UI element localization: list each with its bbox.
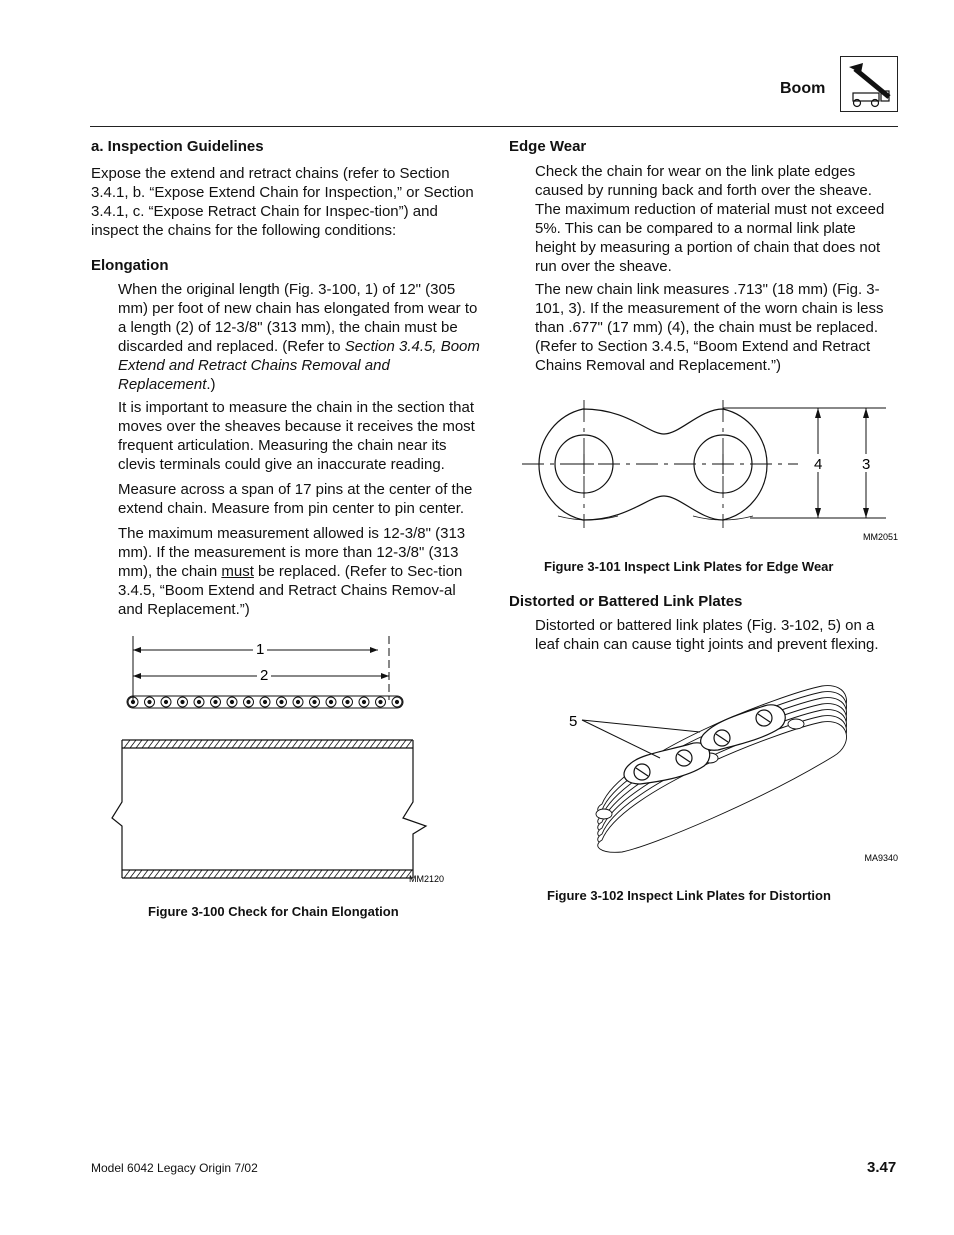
- edge-wear-paragraph-2: The new chain link measures .713" (18 mm) (Fig. 3-101, 3). If the measurement of the worn chain is less than .677" (17 mm) (4), the chain must be replaced. (Refer to Section 3.4.5, “Boom Extend and Retract Chains Removal and Replacement.”): [535, 281, 884, 374]
- page-number: 3.47: [867, 1159, 897, 1176]
- heading-elongation: Elongation: [91, 257, 169, 274]
- figure-3-102-leaf-chain: [560, 680, 900, 868]
- figure-102-label-5: 5: [569, 713, 578, 730]
- figure-100-code: MM2120: [408, 874, 444, 884]
- elongation-paragraph-2: It is important to measure the chain in the section that moves over the sheaves because it receives the most frequent articulation. Measuring the chain near its clevis terminals could give an inaccurate reading.: [118, 399, 475, 473]
- section-title: Boom: [780, 80, 826, 97]
- footer-model: Model 6042 Legacy Origin 7/02: [91, 1161, 258, 1175]
- figure-100-label-1: 1: [256, 641, 265, 658]
- figure-100-label-2: 2: [260, 667, 269, 684]
- figure-101-label-3: 3: [862, 456, 871, 473]
- figure-3-100-chain-elongation: [108, 630, 444, 890]
- elongation-paragraph-1: When the original length (Fig. 3-100, 1) of 12" (305 mm) per foot of new chain has elongated from wear to a length (2) of 12-3/8" (313 mm), the chain must be discarded and replaced. (Refer to Section 3.4.5, Boom Extend and Retract Chains Removal and Replacement.): [118, 281, 480, 393]
- elongation-paragraph-3: Measure across a span of 17 pins at the center of the extend chain. Measure from pin center to pin center.: [118, 481, 473, 517]
- figure-101-label-4: 4: [814, 456, 823, 473]
- roller-chain: [127, 696, 403, 708]
- figure-3-101-link-plate: [518, 398, 900, 546]
- boom-lift-icon: [840, 56, 898, 112]
- edge-wear-paragraph-1: Check the chain for wear on the link plate edges caused by running back and forth over the sheave. The maximum reduction of material must not exceed 5%. This can be compared to a normal link plate height by measuring a portion of chain that does not run over the sheave.: [535, 163, 885, 275]
- figure-100-caption: Figure 3-100 Check for Chain Elongation: [148, 904, 399, 919]
- heading-inspection-guidelines: a. Inspection Guidelines: [91, 138, 264, 155]
- figure-102-code: MA9340: [864, 853, 898, 863]
- header-rule: [90, 126, 898, 127]
- distorted-paragraph: Distorted or battered link plates (Fig. 3-102, 5) on a leaf chain can cause tight joints and prevent flexing.: [535, 617, 879, 653]
- heading-distorted-link-plates: Distorted or Battered Link Plates: [509, 593, 743, 610]
- heading-edge-wear: Edge Wear: [509, 138, 587, 155]
- figure-101-caption: Figure 3-101 Inspect Link Plates for Edge Wear: [544, 559, 834, 574]
- elongation-paragraph-4: The maximum measurement allowed is 12-3/8" (313 mm). If the measurement is more than 12-3/8" (313 mm), the chain must be replaced. (Refer to Sec-tion 3.4.5, “Boom Extend and Retract Chains Remov-al and Replacement.”): [118, 525, 466, 618]
- intro-paragraph: Expose the extend and retract chains (refer to Section 3.4.1, b. “Expose Extend Chain for Inspection,” or Section 3.4.1, c. “Expose Retract Chain for Inspec-tion”) and inspect the chains for the following conditions:: [91, 165, 474, 239]
- figure-101-code: MM2051: [862, 532, 898, 542]
- figure-102-caption: Figure 3-102 Inspect Link Plates for Distortion: [547, 888, 831, 903]
